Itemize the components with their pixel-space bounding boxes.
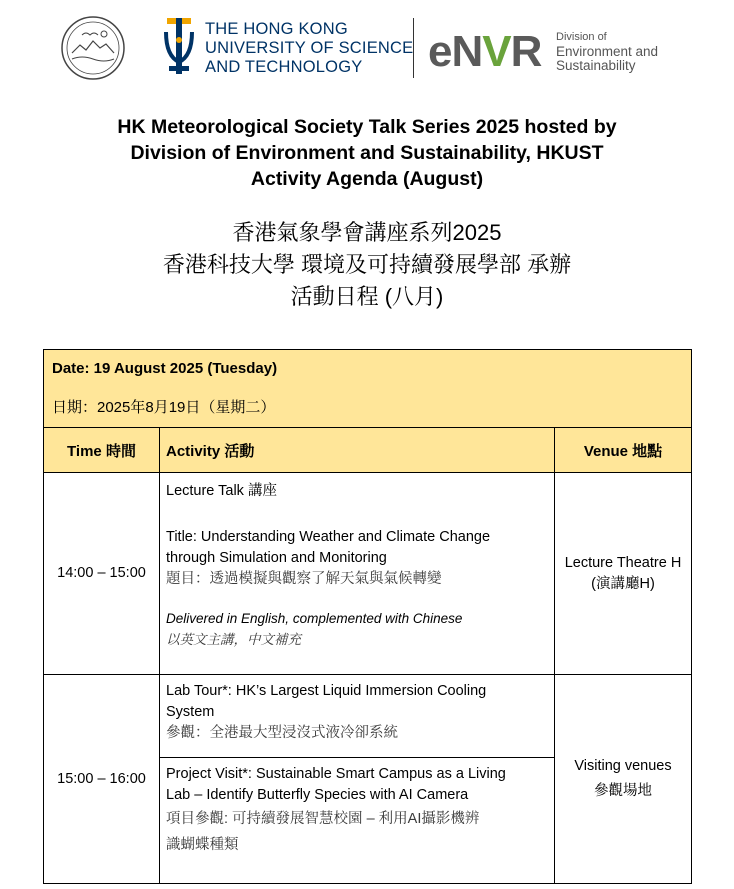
date-banner: [43, 349, 692, 428]
header-activity: Activity 活動: [159, 427, 555, 473]
row-2-activity-project-visit: [159, 757, 555, 884]
title-en-line-2: Division of Environment and Sustainability, HKUST: [130, 142, 604, 164]
hkust-line-2: UNIVERSITY OF SCIENCE: [205, 39, 414, 57]
header-time: Time 時間: [43, 427, 160, 473]
row-2-activity-lab-tour: [159, 674, 555, 758]
venue-lecture-theatre-zh: (演講廳H): [591, 575, 655, 592]
talk-title-zh: 題目：透過模擬與觀察了解天氣與氣候轉變: [166, 571, 442, 587]
envr-desc-line-3: Sustainability: [556, 58, 636, 73]
project-visit-zh-2: 識蝴蝶種類: [166, 837, 239, 853]
language-note-zh: 以英文主講，中文補充: [166, 632, 301, 647]
date-english: Date: 19 August 2025 (Tuesday): [52, 360, 278, 377]
row-1-activity: [159, 472, 555, 675]
project-visit-line-2: Lab – Identify Butterfly Species with AI Camera: [166, 787, 469, 803]
header-logos: [0, 0, 734, 100]
title-zh-line-1: 香港氣象學會講座系列2025: [232, 220, 502, 245]
envr-logo-v-letter: V: [482, 27, 511, 76]
activity-type: Lecture Talk 講座: [166, 483, 277, 499]
lab-tour-zh: 參觀：全港最大型浸沒式液冷卻系統: [166, 725, 398, 741]
hkust-line-3: AND TECHNOLOGY: [205, 58, 363, 76]
row-2-venue: [554, 674, 692, 884]
title-en-line-1: HK Meteorological Society Talk Series 2025 hosted by: [117, 116, 617, 138]
title-english: [0, 114, 734, 192]
talk-title-en-2: through Simulation and Monitoring: [166, 550, 387, 566]
logo-divider: [413, 18, 414, 78]
lab-tour-line-2: System: [166, 704, 215, 720]
hkust-emblem-icon: [163, 18, 195, 74]
envr-desc-line-2: Environment and: [556, 43, 659, 59]
venue-visiting-zh: 參觀場地: [594, 783, 652, 799]
title-zh-line-2: 香港科技大學 環境及可持續發展學部 承辦: [162, 252, 572, 277]
hk-meteorological-society-logo: [60, 15, 126, 81]
header-venue: Venue 地點: [554, 427, 692, 473]
language-note-en: Delivered in English, complemented with Chinese: [166, 611, 463, 626]
envr-logo: eNVR: [428, 27, 542, 76]
venue-visiting: Visiting venues: [574, 758, 672, 774]
row-1-venue: [554, 472, 692, 675]
project-visit-line-1: Project Visit*: Sustainable Smart Campus as a Living: [166, 766, 506, 782]
envr-desc-line-1: Division of: [556, 31, 607, 43]
title-zh-line-3: 活動日程 (八月): [290, 284, 444, 309]
row-2-time: 15:00 – 16:00: [43, 674, 160, 884]
hkust-line-1: THE HONG KONG: [205, 20, 348, 38]
date-chinese: 日期：2025年8月19日（星期二）: [52, 399, 276, 416]
title-chinese: [0, 217, 734, 313]
envr-division-text: [556, 30, 658, 74]
row-1-time: 14:00 – 15:00: [43, 472, 160, 675]
table-header-row: [43, 427, 692, 472]
agenda-table: [43, 349, 692, 889]
venue-lecture-theatre: Lecture Theatre H: [564, 554, 682, 571]
lab-tour-line-1: Lab Tour*: HK’s Largest Liquid Immersion Cooling: [166, 683, 487, 699]
title-en-line-3: Activity Agenda (August): [250, 168, 484, 190]
talk-title-en-1: Title: Understanding Weather and Climate Change: [166, 529, 491, 545]
hkust-wordmark: [205, 20, 413, 77]
project-visit-zh-1: 項目參觀: 可持續發展智慧校園 – 利用AI攝影機辨: [166, 811, 480, 827]
